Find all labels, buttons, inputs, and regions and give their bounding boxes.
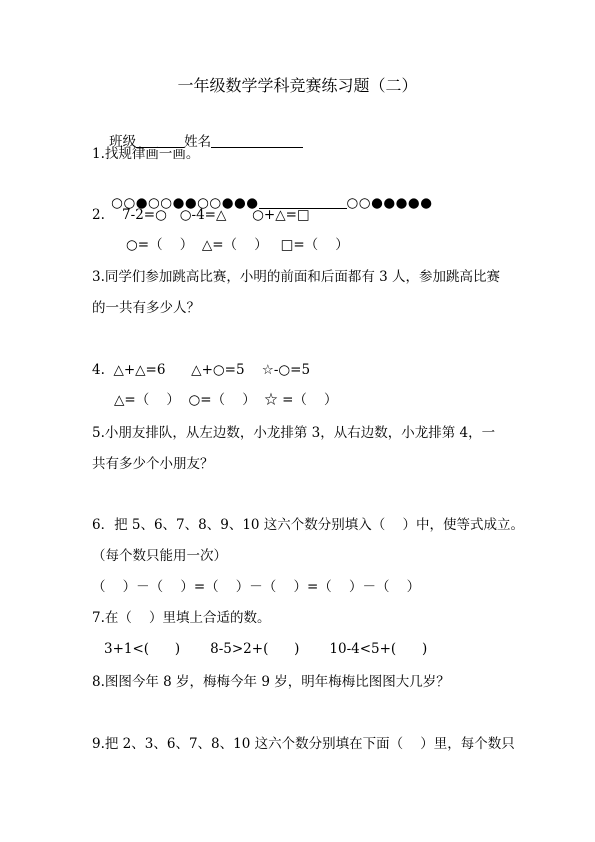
q3-line-1: 3.同学们参加跳高比赛，小明的前面和后面都有 3 人，参加跳高比赛 xyxy=(92,269,501,285)
q9-line-1: 9.把 2、3、6、7、8、10 这六个数分别填在下面（ ）里，每个数只 xyxy=(92,736,515,752)
q6-line-2: （每个数只能用一次） xyxy=(92,548,227,564)
class-label: 班级 xyxy=(109,134,137,150)
q1-sequence-left: ○○●○○●●○○●●● xyxy=(111,195,259,211)
q7-prompt: 7.在（ ）里填上合适的数。 xyxy=(92,610,271,626)
q6-line-1: 6．把 5、6、7、8、9、10 这六个数分别填入（ ）中，使等式成立。 xyxy=(92,517,524,533)
q3-line-2: 的一共有多少人？ xyxy=(92,300,200,316)
q5-line-1: 5.小朋友排队，从左边数，小龙排第 3，从右边数，小龙排第 4，一 xyxy=(92,425,496,441)
q1-prompt: 1.找规律画一画。 xyxy=(92,146,200,162)
q6-equation-row: （ ）－（ ）=（ ）－（ ）=（ ）－（ ） xyxy=(92,579,421,595)
q8-line-1: 8.图图今年 8 岁，梅梅今年 9 岁，明年梅梅比图图大几岁？ xyxy=(92,674,450,690)
q4-answers: △=（ ） ○=（ ） ☆ =（ ） xyxy=(114,392,338,408)
q2-answers: ○=（ ） △=（ ） □=（ ） xyxy=(126,237,349,253)
q5-line-2: 共有多少个小朋友？ xyxy=(92,456,214,472)
page-title: 一年级数学学科竞赛练习题（二） xyxy=(177,76,418,95)
name-blank[interactable] xyxy=(211,133,303,148)
q2-equations: 2. 7-2=○ ○-4=△ ○+△=□ xyxy=(92,207,310,223)
q4-equations: 4. △+△=6 △+○=5 ☆-○=5 xyxy=(92,362,311,378)
name-label: 姓名 xyxy=(184,134,212,150)
q1-sequence-right: ○○●●●●● xyxy=(346,195,433,211)
q7-items: 3+1<( ) 8-5>2+( ) 10-4<5+( ) xyxy=(104,641,428,657)
